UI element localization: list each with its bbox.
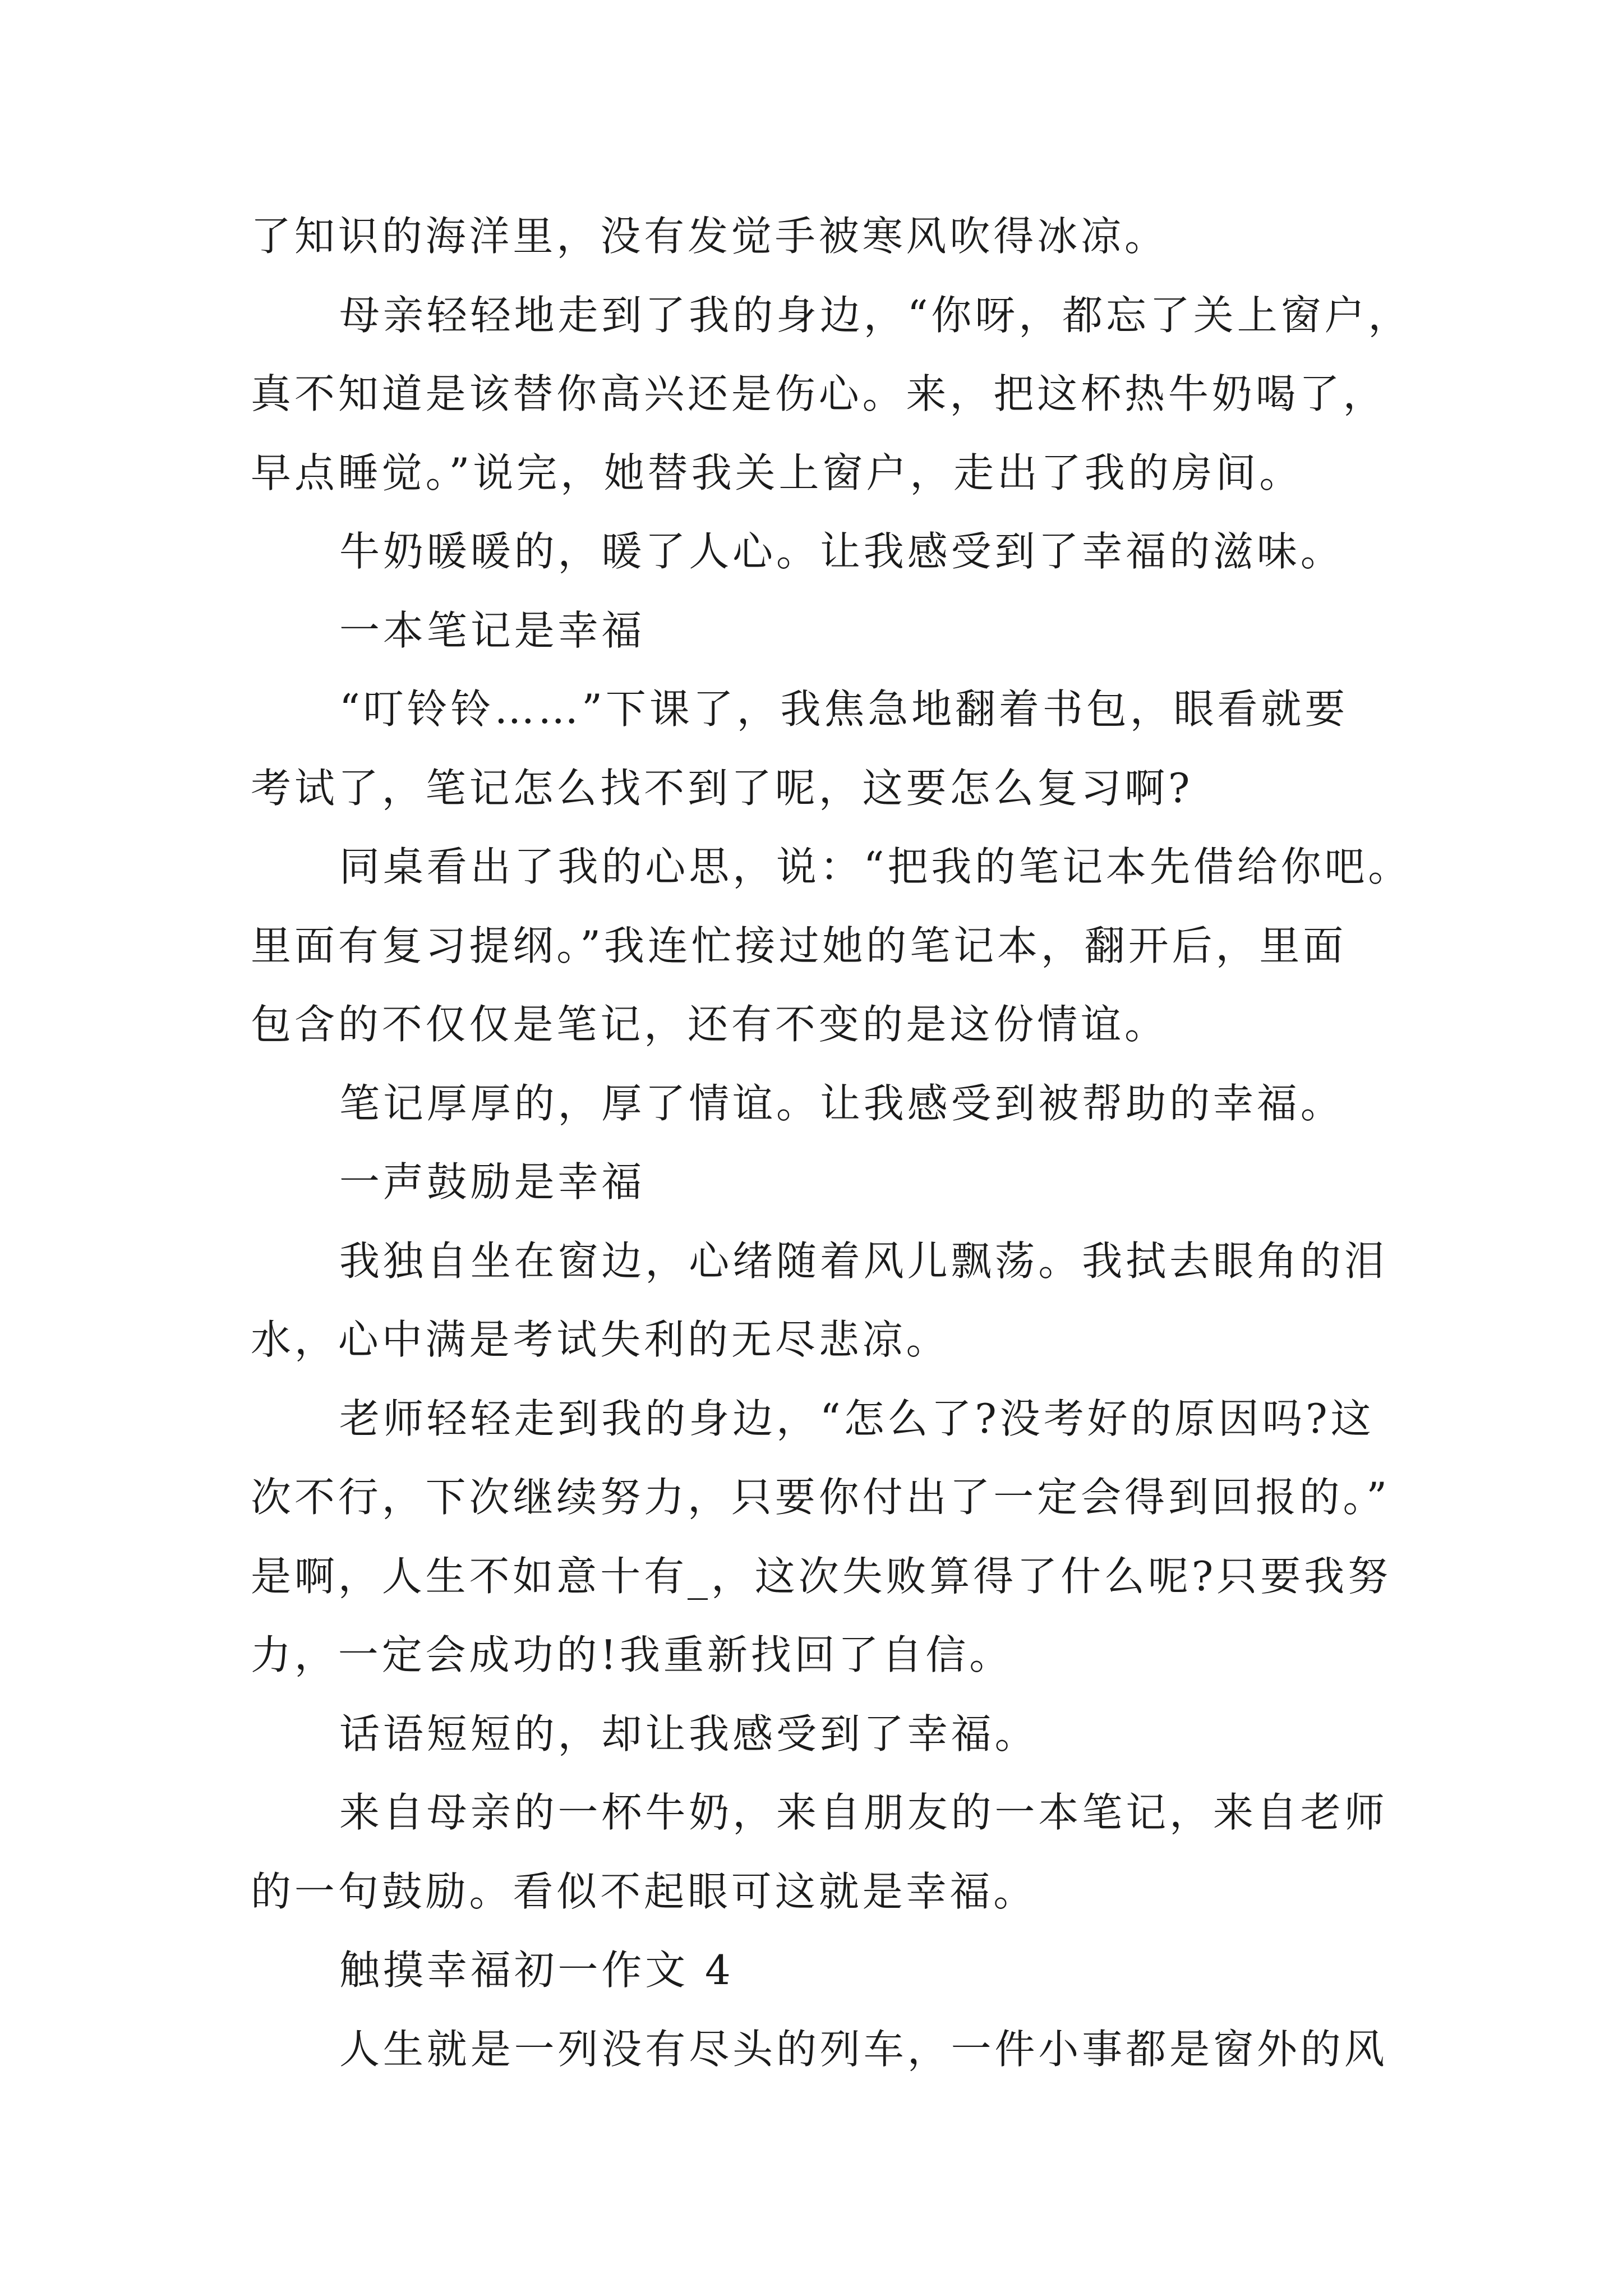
text-line: 是啊，人生不如意十有_，这次失败算得了什么呢?只要我努 xyxy=(251,1552,1391,1600)
paragraph xyxy=(251,1379,1484,1695)
heading-text: 一声鼓励是幸福 xyxy=(339,1158,645,1205)
text-line: 力，一定会成功的!我重新找回了自信。 xyxy=(251,1631,1013,1678)
text-line: 了知识的海洋里，没有发觉手被寒风吹得冰凉。 xyxy=(251,213,1168,260)
paragraph xyxy=(251,1064,1484,1143)
text-line: 早点睡觉。”说完，她替我关上窗户，走出了我的房间。 xyxy=(251,449,1303,496)
text-line: 包含的不仅仅是笔记，还有不变的是这份情谊。 xyxy=(251,1001,1168,1048)
text-line: 笔记厚厚的，厚了情谊。让我感受到被帮助的幸福。 xyxy=(339,1079,1344,1127)
paragraph xyxy=(251,512,1484,591)
text-line: 里面有复习提纲。”我连忙接过她的笔记本，翻开后，里面 xyxy=(251,922,1347,969)
paragraph xyxy=(251,197,1484,276)
text-line: 我独自坐在窗边，心绪随着风儿飘荡。我拭去眼角的泪 xyxy=(339,1237,1388,1285)
text-line: 牛奶暖暖的，暖了人心。让我感受到了幸福的滋味。 xyxy=(339,528,1344,575)
text-line: 老师轻轻走到我的身边，“怎么了?没考好的原因吗?这 xyxy=(339,1395,1375,1442)
text-line: 来自母亲的一杯牛奶，来自朋友的一本笔记，来自老师 xyxy=(339,1789,1388,1836)
text-line: 同桌看出了我的心思，说：“把我的笔记本先借给你吧。 xyxy=(339,843,1412,890)
text-line: 水，心中满是考试失利的无尽悲凉。 xyxy=(251,1316,950,1363)
paragraph xyxy=(251,1695,1484,1774)
paragraph xyxy=(251,827,1484,1064)
paragraph xyxy=(251,1222,1484,1379)
text-line: 次不行，下次继续努力，只要你付出了一定会得到回报的。” xyxy=(251,1474,1391,1521)
paragraph xyxy=(251,1773,1484,1931)
text-line: 话语短短的，却让我感受到了幸福。 xyxy=(339,1710,1039,1757)
text-line: “叮铃铃……”下课了，我焦急地翻着书包，眼看就要 xyxy=(339,685,1349,733)
paragraph xyxy=(251,2010,1484,2089)
paragraph xyxy=(251,670,1484,827)
text-line: 的一句鼓励。看似不起眼可这就是幸福。 xyxy=(251,1867,1038,1915)
text-line: 考试了，笔记怎么找不到了呢，这要怎么复习啊? xyxy=(251,764,1193,812)
paragraph xyxy=(251,276,1484,513)
text-line: 人生就是一列没有尽头的列车，一件小事都是窗外的风 xyxy=(339,2025,1388,2073)
section-heading xyxy=(251,1931,1484,2010)
document-body xyxy=(251,197,1484,2088)
text-line: 母亲轻轻地走到了我的身边，“你呀，都忘了关上窗户， xyxy=(339,291,1412,339)
heading-text: 一本笔记是幸福 xyxy=(339,606,645,654)
text-line: 真不知道是该替你高兴还是伤心。来，把这杯热牛奶喝了， xyxy=(251,370,1387,417)
section-heading xyxy=(251,1143,1484,1222)
section-heading xyxy=(251,591,1484,670)
heading-text: 触摸幸福初一作文 4 xyxy=(339,1947,734,1994)
